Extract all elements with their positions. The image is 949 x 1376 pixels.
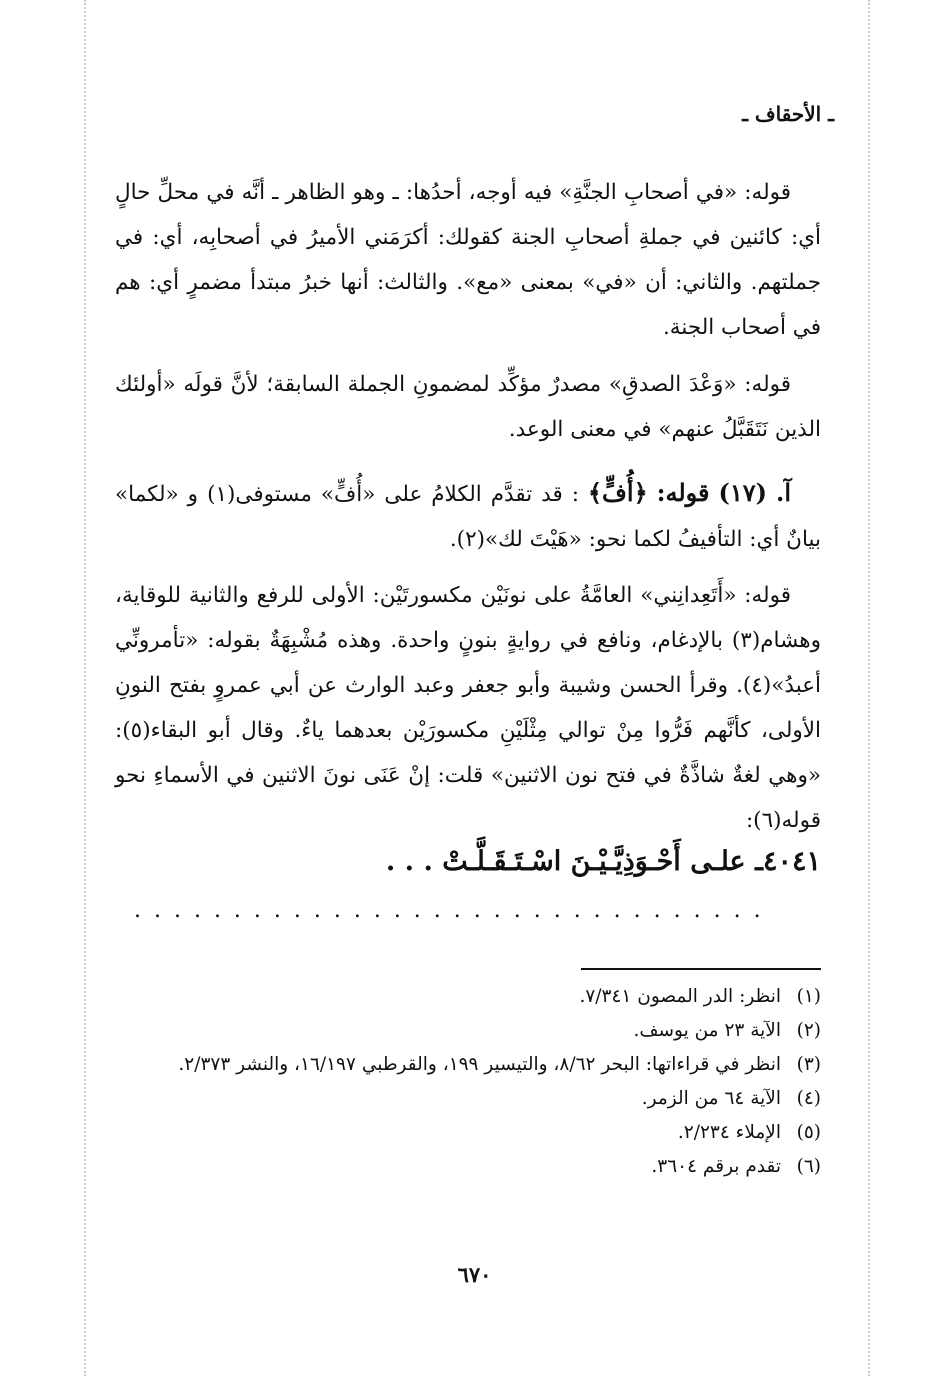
ayah-paragraph [115,470,821,562]
paragraph-1 [115,170,821,350]
page-number: ٦٧٠ [457,1262,492,1287]
footnote-number: (٦) [796,1156,821,1177]
footnote-number: (٥) [796,1122,821,1143]
footnote-text: تقدم برقم ٣٦٠٤. [651,1156,781,1177]
verse-number: ٤٠٤١ـ [755,846,821,877]
ayah-prefix: آ. [776,478,792,507]
footnote-separator [581,968,821,970]
footnote-number: (٤) [796,1088,821,1109]
paragraph-1-text: قوله: «في أصحابِ الجنَّةِ» فيه أوجه، أحدُها: ـ وهو الظاهر ـ أنَّه في محلِّ حالٍ أي: كائنين في جملةِ أصحابِ الجنة كقولك: أكرَمَني الأميرُ في أصحابِه، أي: في جملتهم. والثاني: أن «في» بمعنى «مع». والثالث: أنها خبرُ مبتدأ مضمرٍ أي: هم في أصحاب الجنة. [115,180,821,340]
paragraph-2 [115,362,821,452]
footnote-5 [115,1116,821,1150]
footnote-text: انظر في قراءاتها: البحر ٨/٦٢، والتيسير ١٩٩، والقرطبي ١٦/١٩٧، والنشر ٢/٣٧٣. [178,1054,781,1075]
footnote-3 [115,1048,821,1082]
footnote-number: (١) [796,986,821,1007]
paragraph-2-text: قوله: «وَعْدَ الصدقِ» مصدرٌ مؤكِّد لمضمونِ الجملة السابقة؛ لأنَّ قولَه «أولئك الذين نَتَقَبَّلُ عنهم» في معنى الوعد. [115,372,821,442]
ayah-number: (١٧) [718,478,768,507]
paragraph-4-text: قوله: «أَتَعِدانِني» العامَّةُ على نونَيْن مكسورتَيْن: الأولى للرفع والثانية للوقاية، وهشام(٣) بالإدغام، ونافع في روايةٍ بنونٍ واحدة. وهذه مُشْبِهَةٌ بقوله: «تأمرونِّي أعبدُ»(٤). وقرأ الحسن وشيبة وأبو جعفر وعبد الوارث عن أبي عمروٍ بفتح النونِ الأولى، كأنَّهم فَرُّوا مِنْ توالي مِثْلَيْنِ مكسورَيْن بعدهما ياءٌ. وقال أبو البقاء(٥): «وهي لغةٌ شاذَّةٌ في فتح نون الاثنين» قلت: إنْ عَنَى نونَ الاثنين في الأسماءِ نحو قوله(٦): [115,583,821,833]
footnote-text: الآية ٢٣ من يوسف. [633,1020,781,1041]
running-header: ـ الأحقاف ـ [742,102,834,126]
ayah-continuation: و «لكما» بيانٌ أي: التأفيفُ لكما نحو: «هَيْتَ لك»(٢). [115,482,821,552]
ayah-qawluhu: قوله: [656,478,710,507]
verse-ellipsis-line: . . . . . . . . . . . . . . . . . . . . . . . . . . . . . . . . [134,898,764,923]
footnote-1 [115,980,821,1014]
ayah-line [115,470,821,562]
footnote-6 [115,1150,821,1184]
footnote-text: الإملاء ٢/٢٣٤. [677,1122,781,1143]
poetry-verse [386,846,821,877]
footnote-number: (٢) [796,1020,821,1041]
verse-text: علـى أَحْـوَذِيَّـيْـنَ اسْـتَـقَـلَّـتْ . . . [385,846,746,877]
left-margin-guide [84,0,86,1376]
right-margin-guide [868,0,870,1376]
footnote-2 [115,1014,821,1048]
ayah-rest: : قد تقدَّم الكلامُ على «أُفٍّ» مستوفى(١) [207,482,579,507]
footnote-number: (٣) [796,1054,821,1075]
footnote-4 [115,1082,821,1116]
footnotes [115,980,821,1184]
ayah-word: ﴿أُفٍّ﴾ [587,478,648,507]
paragraph-4 [115,573,821,843]
footnote-text: انظر: الدر المصون ٧/٣٤١. [579,986,781,1007]
footnote-text: الآية ٦٤ من الزمر. [641,1088,781,1109]
